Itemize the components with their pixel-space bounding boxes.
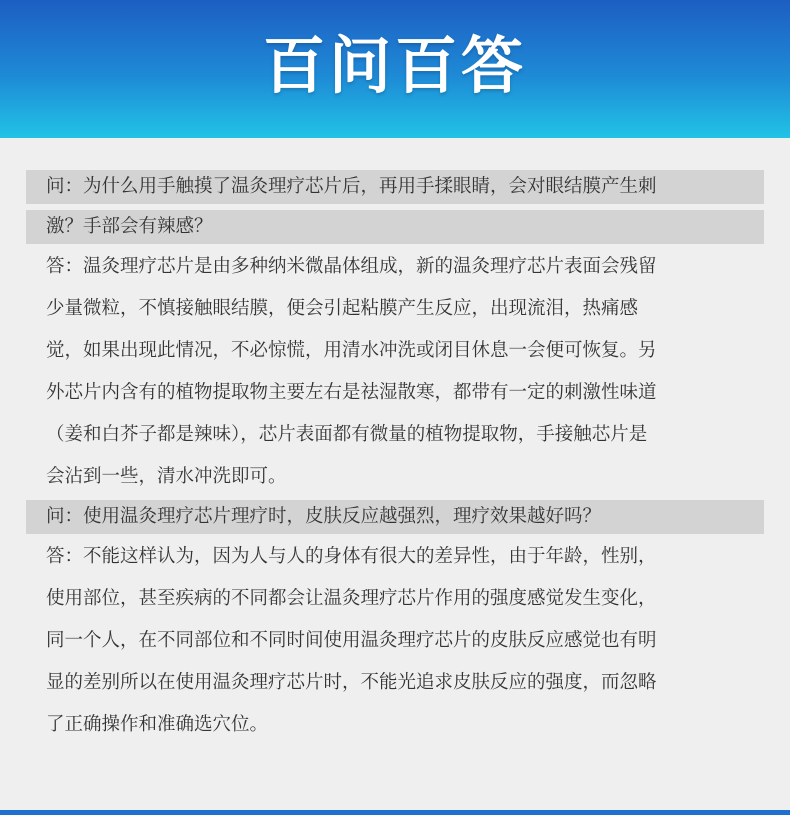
answer-line: 觉，如果出现此情况，不必惊慌，用清水冲洗或闭目休息一会便可恢复。另 xyxy=(46,340,657,361)
question-line: 激？手部会有辣感？ xyxy=(26,210,764,244)
question-line: 问：使用温灸理疗芯片理疗时，皮肤反应越强烈，理疗效果越好吗？ xyxy=(26,500,764,534)
page-title: 百问百答 xyxy=(262,29,527,102)
qa-content xyxy=(26,170,764,742)
answer-line: 同一个人，在不同部位和不同时间使用温灸理疗芯片的皮肤反应感觉也有明 xyxy=(46,630,657,651)
answer-line: 了正确操作和准确选穴位。 xyxy=(46,714,269,735)
bottom-divider xyxy=(0,810,790,815)
answer-line: 答：不能这样认为，因为人与人的身体有很大的差异性，由于年龄，性别， xyxy=(46,546,657,567)
answer-line: （姜和白芥子都是辣味），芯片表面都有微量的植物提取物，手接触芯片是 xyxy=(46,424,648,445)
answer-line: 少量微粒，不慎接触眼结膜，便会引起粘膜产生反应，出现流泪，热痛感 xyxy=(46,298,639,319)
answer-line: 答：温灸理疗芯片是由多种纳米微晶体组成，新的温灸理疗芯片表面会残留 xyxy=(46,256,657,277)
answer-line: 显的差别所以在使用温灸理疗芯片时，不能光追求皮肤反应的强度，而忽略 xyxy=(46,672,657,693)
answer-line: 会沾到一些，清水冲洗即可。 xyxy=(46,466,287,487)
answer-line: 外芯片内含有的植物提取物主要左右是祛湿散寒，都带有一定的刺激性味道 xyxy=(46,382,657,403)
answer-line: 使用部位，甚至疾病的不同都会让温灸理疗芯片作用的强度感觉发生变化， xyxy=(46,588,657,609)
question-line: 问：为什么用手触摸了温灸理疗芯片后，再用手揉眼睛，会对眼结膜产生刺 xyxy=(26,170,764,204)
header-banner xyxy=(0,0,790,138)
